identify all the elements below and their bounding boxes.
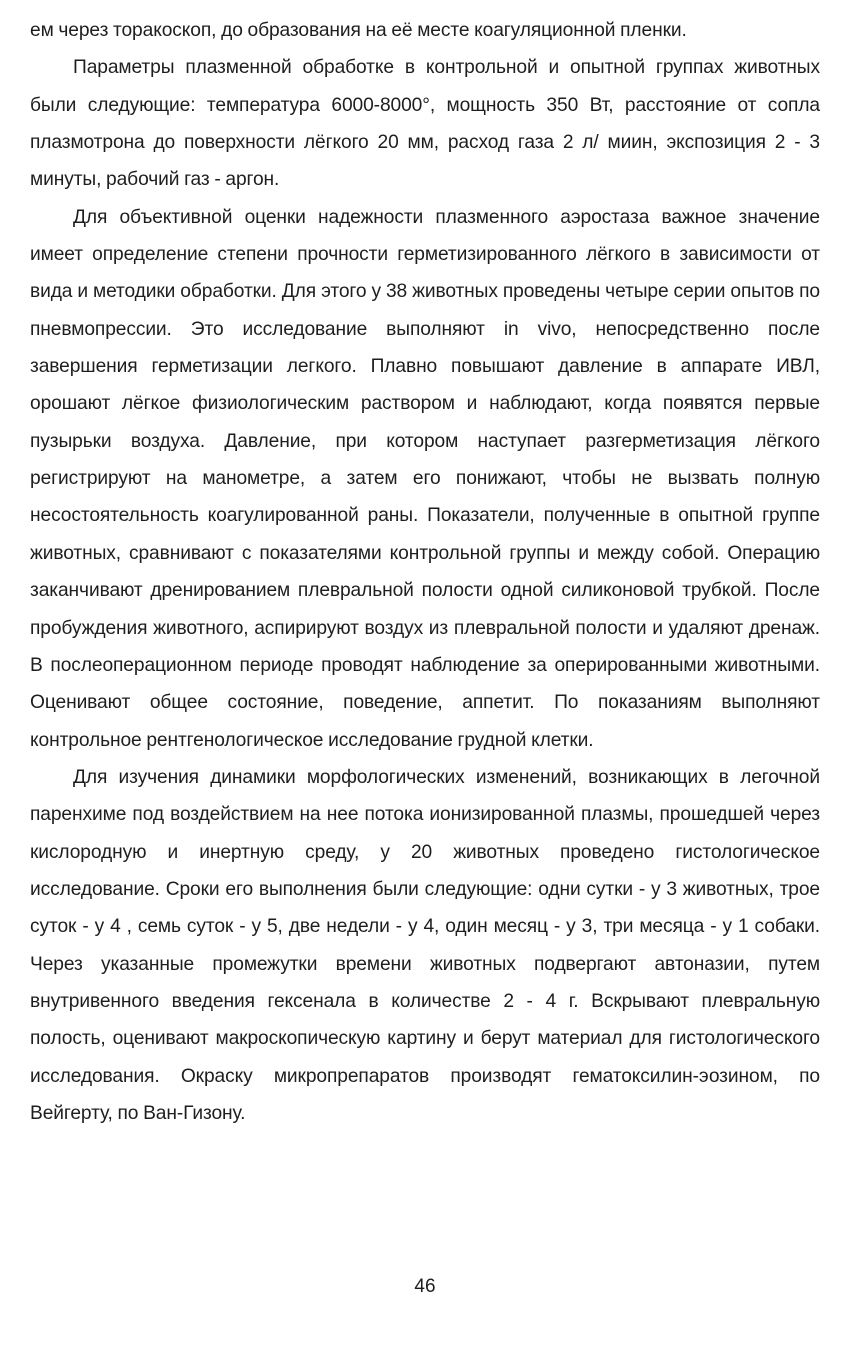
paragraph-plasma-parameters: Параметры плазменной обработке в контрольной и опытной группах животных были следующие: температура 6000-8000°, мощность 350 Вт, расстояние от сопла плазмотрона до поверхности лёгкого 20 мм, расход газа 2 л/ миин, экспозиция 2 - 3 минуты, рабочий газ - аргон. [30, 57, 820, 191]
paragraph-continuation: ем через торакоскоп, до образования на её месте коагуляционной пленки. [30, 20, 687, 41]
paragraph-pneumopressure-method: Для объективной оценки надежности плазменного аэростаза важное значение имеет определение степени прочности герметизированного лёгкого в зависимости от вида и методики обработки. Для этого у 38 животных проведены четыре серии опытов по пневмопрессии. Это исследование выполняют in vivo, непосредственно после завершения герметизации легкого. Плавно повышают давление в аппарате ИВЛ, орошают лёгкое физиологическим раствором и наблюдают, когда появятся первые пузырьки воздуха. Давление, при котором наступает разгерметизация лёгкого регистрируют на манометре, а затем его понижают, чтобы не вызвать полную несостоятельность коагулированной раны. Показатели, полученные в опытной группе животных, сравнивают с показателями контрольной группы и между собой. Операцию заканчивают дренированием плевральной полости одной силиконовой трубкой. После пробуждения животного, аспирируют воздух из плевральной полости и удаляют дренаж. В послеоперационном периоде проводят наблюдение за оперированными животными. Оценивают общее состояние, поведение, аппетит. По показаниям выполняют контрольное рентгенологическое исследование грудной клетки. [30, 206, 820, 751]
page-number: 46 [414, 1276, 436, 1297]
document-page [30, 12, 820, 1132]
paragraph-histology-study: Для изучения динамики морфологических изменений, возникающих в легочной паренхиме под воздействием на нее потока ионизированной плазмы, прошедшей через кислородную и инертную среду, у 20 животных проведено гистологическое исследование. Сроки его выполнения были следующие: одни сутки - у 3 животных, трое суток - у 4 , семь суток - у 5, две недели - у 4, один месяц - у 3, три месяца - у 1 собаки. Через указанные промежутки времени животных подвергают автоназии, путем внутривенного введения гексенала в количестве 2 - 4 г. Вскрывают плевральную полость, оценивают макроскопическую картину и берут материал для гистологического исследования. Окраску микропрепаратов производят гематоксилин-эозином, по Вейгерту, по Ван-Гизону. [30, 766, 820, 1124]
